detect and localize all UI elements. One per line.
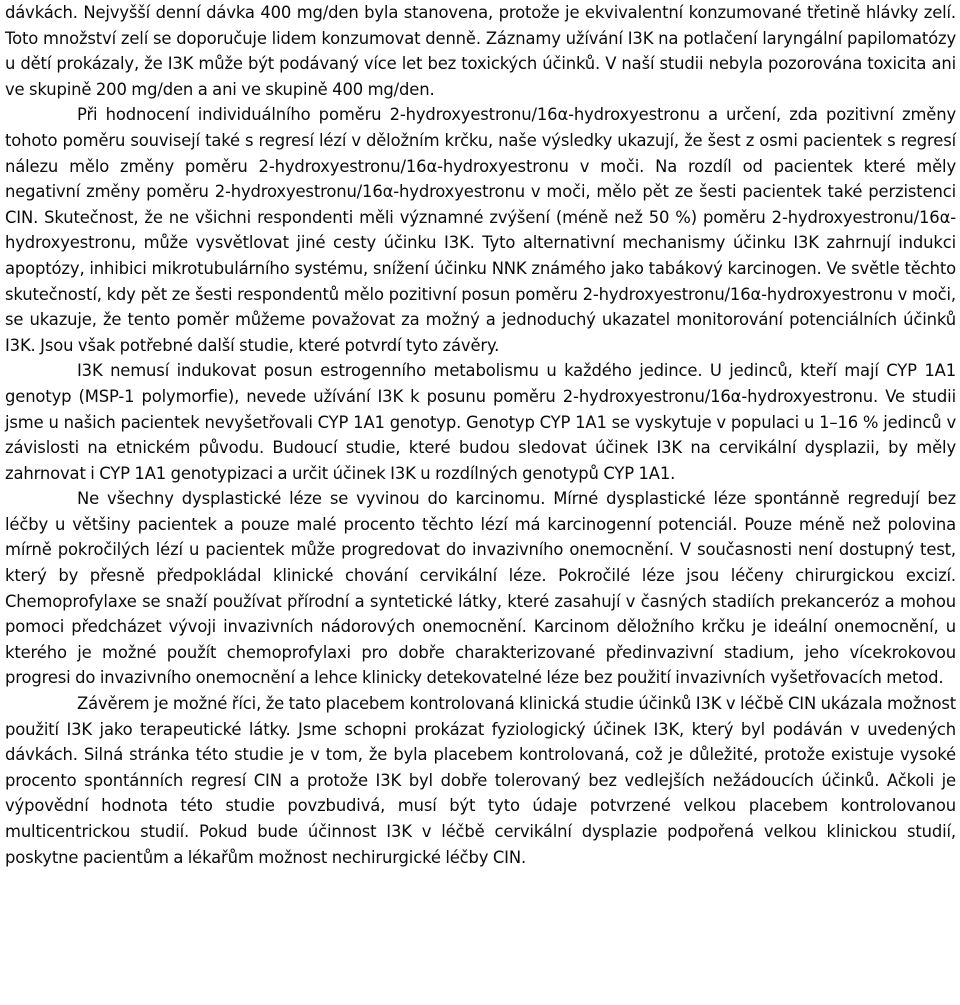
paragraph-estrogen-ratio: Při hodnocení individuálního poměru 2-hydroxyestronu/16α-hydroxyestronu a určení, zda pozitivní změny tohoto poměru souvisejí také s regresí lézí v děložním krčku, naše výsledky ukazují, že šest z osmi pacientek s regresí nálezu mělo změny poměru 2-hydroxyestronu/16α-hydroxyestronu v moči. Na rozdíl od pacientek které měly negativní změny poměru 2-hydroxyestronu/16α-hydroxyestronu v moči, mělo pět ze šesti pacientek také perzistenci CIN. Skutečnost, že ne všichni respondenti měli významné zvýšení (méně než 50 %) poměru 2-hydroxyestronu/16α-hydroxyestronu, může vysvětlovat jiné cesty účinku I3K. Tyto alternativní mechanismy účinku I3K zahrnují indukci apoptózy, inhibici mikrotubulárního systému, snížení účinku NNK známého jako tabákový karcinogen. Ve světle těchto skutečností, kdy pět ze šesti respondentů mělo pozitivní posun poměru 2-hydroxyestronu/16α-hydroxyestronu v moči, se ukazuje, že tento poměr můžeme považovat za možný a jednoduchý ukazatel monitorování potenciálních účinků I3K. Jsou však potřebné další studie, které potvrdí tyto závěry.: [5, 105, 956, 355]
paragraph-toxicity: dávkách. Nejvyšší denní dávka 400 mg/den byla stanovena, protože je ekvivalentní konzumované třetině hlávky zelí. Toto množství zelí se doporučuje lidem konzumovat denně. Záznamy užívání I3K na potlačení laryngální papilomatózy u dětí prokázaly, že I3K může být podávaný více let bez toxických účinků. V naší studii nebyla pozorována toxicita ani ve skupině 200 mg/den a ani ve skupině 400 mg/den.: [5, 3, 956, 99]
paragraph-cyp-genotype: I3K nemusí indukovat posun estrogenního metabolismu u každého jedince. U jedinců, kteří mají CYP 1A1 genotyp (MSP-1 polymorfie), nevede užívání I3K k posunu poměru 2-hydroxyestronu/16α-hydroxyestronu. Ve studii jsme u našich pacientek nevyšetřovali CYP 1A1 genotyp. Genotyp CYP 1A1 se vyskytuje v populaci u 1–16 % jedinců v závislosti na etnickém původu. Budoucí studie, které budou sledovat účinek I3K na cervikální dysplazii, by měly zahrnovat i CYP 1A1 genotypizaci a určit účinek I3K u rozdílných genotypů CYP 1A1.: [5, 361, 956, 483]
paragraph-dysplastic-lesions: Ne všechny dysplastické léze se vyvinou do karcinomu. Mírné dysplastické léze spontánně regredují bez léčby u většiny pacientek a pouze malé procento těchto lézí má karcinogenní potenciál. Pouze méně než polovina mírně pokročilých lézí u pacientek může progredovat do invazivního onemocnění. V současnosti není dostupný test, který by přesně předpokládal klinické chování cervikální léze. Pokročilé léze jsou léčeny chirurgickou excizí. Chemoprofylaxe se snaží používat přírodní a syntetické látky, které zasahují v časných stadiích prekanceróz a mohou pomoci předcházet vývoji invazivních nádorových onemocnění. Karcinom děložního krčku je ideální onemocnění, u kterého je možné použít chemoprofylaxi pro dobře charakterizované předinvazivní stadium, jeho vícekrokovou progresi do invazivního onemocnění a lehce klinicky detekovatelné léze bez použití invazivních vyšetřovacích metod.: [5, 489, 956, 688]
paragraph-conclusion: Závěrem je možné říci, že tato placebem kontrolovaná klinická studie účinků I3K v léčbě CIN ukázala možnost použití I3K jako terapeutické látky. Jsme schopni prokázat fyziologický účinek I3K, který byl podáván v uvedených dávkách. Silná stránka této studie je v tom, že byla placebem kontrolovaná, což je důležité, protože existuje vysoké procento spontánních regresí CIN a protože I3K byl dobře tolerovaný bez vedlejších nežádoucích účinků. Ačkoli je výpovědní hodnota této studie povzbudivá, musí být tyto údaje potvrzené velkou placebem kontrolovanou multicentrickou studií. Pokud bude účinnost I3K v léčbě cervikální dysplazie podpořená velkou klinickou studií, poskytne pacientům a lékařům možnost nechirurgické léčby CIN.: [5, 694, 956, 867]
